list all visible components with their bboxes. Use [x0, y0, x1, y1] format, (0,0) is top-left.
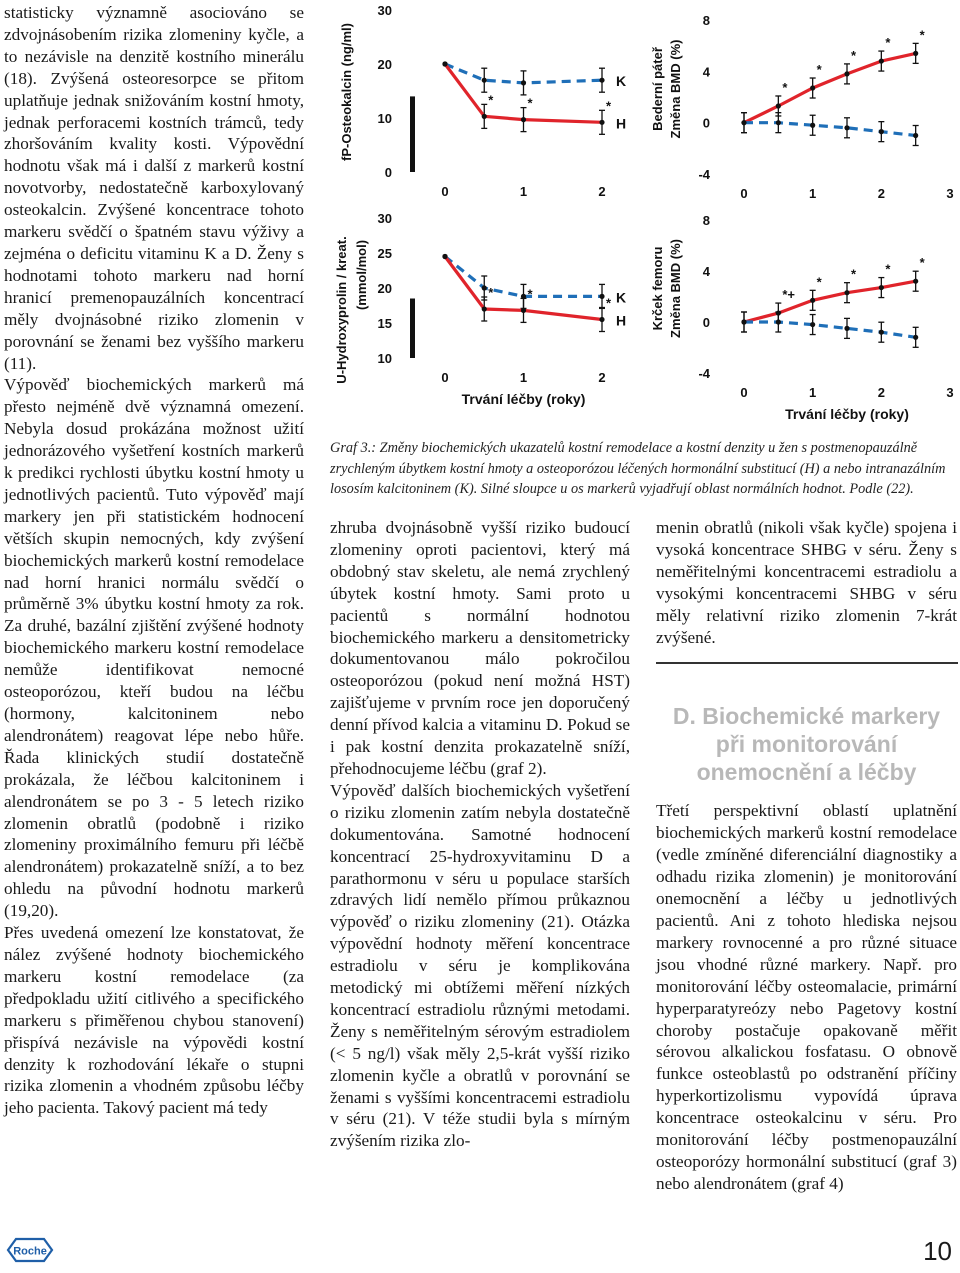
- series-label-K: K: [616, 73, 627, 90]
- data-point-K: [482, 285, 487, 290]
- section-heading-line: onemocnění a léčby: [696, 759, 917, 786]
- paragraph: Třetí perspektivní oblastí uplatnění biochemických markerů kostní remodelace (vedle zmíněné diferenciální diagnostiky a odhadu rizika zlomenin) je monitorování onemocnění a léčby u jednotlivých pacientů. Ani z tohoto hlediska nejsou markery rovnocenné a pro různé situace jsou vhodné různé markery. Např. pro monitorování léčby osteomalacie, primární hyperparatyreózy nebo Pagetovy kostní choroby postačuje opakovaně měřit sérovou alkalickou fosfatasu. O obnově funkce osteoblastů po odstranění příčiny hyperkortizolismu vypovídá úprava koncentrace osteokalcinu v séru. Pro monitorování léčby postmenopauzální osteoporózy hormonální substitucí (graf 3) nebo alendronátem (graf 4): [656, 801, 957, 1193]
- significance-star: *: [782, 79, 788, 95]
- data-point-K: [599, 294, 604, 299]
- significance-star: *: [816, 62, 822, 78]
- data-point-K: [776, 319, 781, 324]
- x-tick-label: 2: [877, 385, 885, 400]
- paragraph: menin obratlů (nikoli však kyčle) spojena i vysoká koncentrace SHBG v séru. Ženy s neměřitelnými koncentracemi estradiolu a vysokými koncentracemi SHBG v séru měly relativní riziko zlomenin 7-krát zvýšené.: [656, 518, 957, 647]
- data-point-H: [810, 85, 815, 90]
- data-point-H: [776, 103, 781, 108]
- y-tick-label: -4: [698, 366, 710, 381]
- paragraph: Výpověď dalších biochemických vyšetření o riziku zlomenin zatím nebyla dostatečně dokumentována. Samotné hodnocení koncentrací 25-hydroxyvitaminu D a parathormonu v séru u populace starších zdravých lidí nemělo přímou průkaznou výpověď o riziku zlomeniny (21). Otázka výpovědní hodnoty měření koncentrace estradiolu v séru je komplikována metodický mi obtížemi měření nízkých koncentrací estradiolu různými metodami. Ženy s neměřitelným sérovým estradiolem (< 5 ng/l) však měly 2,5-krát vyšší riziko zlomenin kyčle a obratlů v porovnání se ženami s vyššími koncentracemi estradiolu v séru (21). V téže studii byla s mírným zvýšením rizika zlo-: [330, 780, 630, 1151]
- data-point-H: [599, 120, 604, 125]
- x-tick-label: 1: [809, 186, 817, 201]
- data-point-K: [599, 78, 604, 83]
- x-tick-label: 1: [519, 370, 528, 385]
- significance-star: *: [851, 266, 857, 282]
- significance-star: *: [885, 35, 891, 51]
- y-tick-label: 0: [702, 115, 710, 131]
- x-tick-label: 1: [809, 385, 817, 400]
- data-point-K: [879, 330, 884, 335]
- significance-star: *: [527, 95, 533, 111]
- data-point-K: [776, 120, 781, 125]
- data-point-H: [844, 290, 849, 295]
- text-column-2: [330, 517, 630, 1152]
- significance-star: *: [488, 92, 494, 108]
- x-axis-label: Trvání léčby (roky): [461, 391, 586, 407]
- x-tick-label: 2: [877, 186, 885, 201]
- y-axis-label: U-Hydroxyprolin / kreat.: [334, 236, 349, 384]
- section-heading-line: při monitorování: [715, 731, 898, 758]
- x-tick-label: 2: [598, 184, 606, 199]
- paragraph: statisticky významně asociováno se zdvojnásobením rizika zlomeniny kyčle, a to nezávisle na denzitě kostního minerálu (18). Zvýšená osteoresorpce se přitom uplatňuje jednak snižováním kostní hmoty, jednak perforacemi kostních trámců, tedy zhoršováním kvality kosti. Výpovědní hodnotu však má i další z markerů kostní novotvorby, nedostatečně karboxylovaný osteokalcin. Zvýšené koncentrace tohoto markeru svědčí o špatném stavu výživy a zejména o deficitu vitaminu K a D. Ženy s hodnotami tohoto markeru nad horní hranicí premenopauzálních koncentrací měly dvojnásobné riziko zlomenin v porovnání se ženami bez vyššího markeru (11).: [4, 3, 304, 373]
- x-tick-label: 1: [519, 184, 528, 199]
- data-point-H: [521, 308, 526, 313]
- data-point-K: [913, 133, 918, 138]
- data-point-K: [844, 326, 849, 331]
- series-label-H: H: [616, 312, 627, 329]
- graf-3-figure: [330, 0, 960, 430]
- series-line-H: [744, 53, 916, 122]
- data-point-H: [810, 298, 815, 303]
- roche-logo: [4, 1237, 56, 1263]
- x-tick-label: 3: [946, 385, 954, 400]
- data-point-K: [741, 319, 746, 324]
- data-point-H: [482, 114, 487, 119]
- y-axis-label: fP-Osteokalcin (ng/ml): [339, 23, 354, 161]
- y-tick-label: 10: [377, 111, 392, 126]
- data-point-H: [482, 306, 487, 311]
- y-tick-label: 15: [377, 316, 392, 331]
- y-axis-label: (mmol/mol): [354, 239, 369, 311]
- normal-range-bar: [410, 96, 415, 172]
- text-column-3: [656, 517, 957, 1195]
- x-tick-label: 0: [740, 385, 748, 400]
- y-tick-label: 0: [702, 315, 710, 330]
- data-point-K: [913, 335, 918, 340]
- y-tick-label: 4: [702, 64, 710, 80]
- x-tick-label: 3: [946, 186, 954, 201]
- x-axis-label: Trvání léčby (roky): [785, 406, 909, 422]
- x-tick-label: 0: [441, 184, 449, 199]
- significance-star: *: [885, 261, 891, 277]
- significance-star: *: [851, 47, 857, 63]
- y-tick-label: 8: [702, 13, 710, 28]
- y-tick-label: 10: [377, 351, 392, 366]
- data-point-H: [913, 51, 918, 56]
- data-point-H: [879, 285, 884, 290]
- y-tick-label: 25: [377, 246, 392, 261]
- significance-star: *: [919, 255, 925, 271]
- data-point-K: [482, 78, 487, 83]
- y-tick-label: 8: [702, 213, 710, 228]
- y-axis-label: Změna BMD (%): [668, 239, 683, 338]
- page-number: 10: [923, 1236, 952, 1266]
- y-tick-label: -4: [698, 167, 710, 182]
- y-axis-label: Krček femoru: [650, 246, 665, 331]
- y-axis-label: Bederní páteř: [650, 47, 665, 131]
- data-point-K: [521, 80, 526, 85]
- significance-star: *: [488, 285, 494, 300]
- significance-star: *: [606, 98, 612, 114]
- significance-star: *+: [782, 287, 795, 303]
- series-line-K: [744, 123, 916, 136]
- data-point-H: [521, 117, 526, 122]
- y-tick-label: 30: [377, 211, 392, 226]
- series-line-H: [744, 281, 916, 322]
- section-heading: [656, 702, 957, 786]
- y-tick-label: 4: [702, 264, 710, 279]
- data-point-H: [599, 317, 604, 322]
- data-point-K: [810, 322, 815, 327]
- paragraph: Výpověď biochemických markerů má přesto nejméně dvě významná omezení. Nebyla dosud prokázána možnost užití jednorázového vyšetření kostních markerů k predikci rychlosti úbytku kostní hmoty u jednotlivých pacientů. Tuto výpověď mají markery jen při statistickém hodnocení větších skupin nemocných, kdy zvýšení biochemických markerů kostní remodelace nad horní hranici normálu svědčí o průměrně 3% úbytku kostní hmoty za rok. Za druhé, bazální zjištění zvýšené hodnoty biochemického markeru kostní remodelace nemůže identifikovat nemocné osteoporózou, kteří budou na léčbu (hormony, kalcitoninem nebo alendronátem) reagovat lépe nebo hůře. Řada klinických studií dostatečně prokázala, že léčbou kalcitoninem i alendronátem se po 3 - 5 letech riziko zlomenin obratlů (podobně i riziko zlomeniny proximálního femuru při léčbě alendronátem) prokazatelně sníží, a to bez ohledu na původní hodnotu markerů (19,20).: [4, 375, 304, 921]
- y-axis-label: Změna BMD (%): [668, 39, 683, 139]
- data-point-K: [810, 123, 815, 128]
- x-tick-label: 2: [598, 370, 606, 385]
- column-divider: [656, 662, 958, 664]
- paragraph: zhruba dvojnásobně vyšší riziko budoucí zlomeniny oproti pacientovi, který má obdobný stav skeletu, ale nemá zrychlený úbytek kostní hmoty. Sami proto u pacientů s normální hodnotou biochemického markeru a densitometricky dokumentovanou málo pokročilou osteoporózou (pokud není možná HST) zajišťujeme v prvním roce jen doporučený denní přívod kalcia a vitaminu D. Pokud se i pak kostní denzita prokazatelně sníží, přehodnocujeme léčbu (graf 2).: [330, 518, 630, 778]
- figure-caption: Graf 3.: Změny biochemických ukazatelů kostní remodelace a kostní denzity u žen s postmenopauzálně zrychleným úbytkem kostní hmoty a osteoporózou léčených hormonální substitucí (H) a nebo intranazálním lososím kalcitoninem (K). Silné sloupce u os markerů vyjadřují oblast normálních hodnot. Podle (22).: [330, 440, 946, 497]
- significance-star: *: [919, 27, 925, 43]
- paragraph: Přes uvedená omezení lze konstatovat, že nález zvýšené hodnoty biochemického markeru kostní remodelace (za předpokladu užití citlivého a specifického markeru s přiměřenou chybou stanovení) přispívá nezávisle na výpovědi kostní denzity k rozhodování lékaře o stupni rizika zlomenin a vhodném způsobu léčby jeho pacienta. Takový pacient má tedy: [4, 923, 304, 1118]
- y-tick-label: 20: [377, 57, 392, 72]
- section-heading-line: D. Biochemické markery: [672, 703, 941, 730]
- normal-range-bar: [410, 299, 415, 359]
- roche-logo-text: Roche: [13, 1245, 47, 1258]
- data-point-H: [442, 61, 447, 66]
- series-line-K: [744, 322, 916, 337]
- data-point-K: [844, 125, 849, 130]
- x-tick-label: 0: [441, 370, 449, 385]
- y-tick-label: 20: [377, 281, 392, 296]
- significance-star: *: [606, 295, 612, 311]
- significance-star: *: [816, 274, 822, 290]
- data-point-K: [741, 120, 746, 125]
- y-tick-label: 30: [377, 3, 392, 18]
- text-column-1: [4, 2, 304, 1119]
- data-point-H: [879, 58, 884, 63]
- x-tick-label: 0: [740, 186, 748, 201]
- data-point-K: [879, 129, 884, 134]
- y-tick-label: 0: [384, 165, 392, 180]
- significance-star: *: [527, 286, 533, 302]
- series-label-H: H: [616, 115, 627, 132]
- data-point-H: [913, 279, 918, 284]
- data-point-H: [442, 254, 447, 259]
- data-point-H: [844, 71, 849, 76]
- series-label-K: K: [616, 289, 627, 306]
